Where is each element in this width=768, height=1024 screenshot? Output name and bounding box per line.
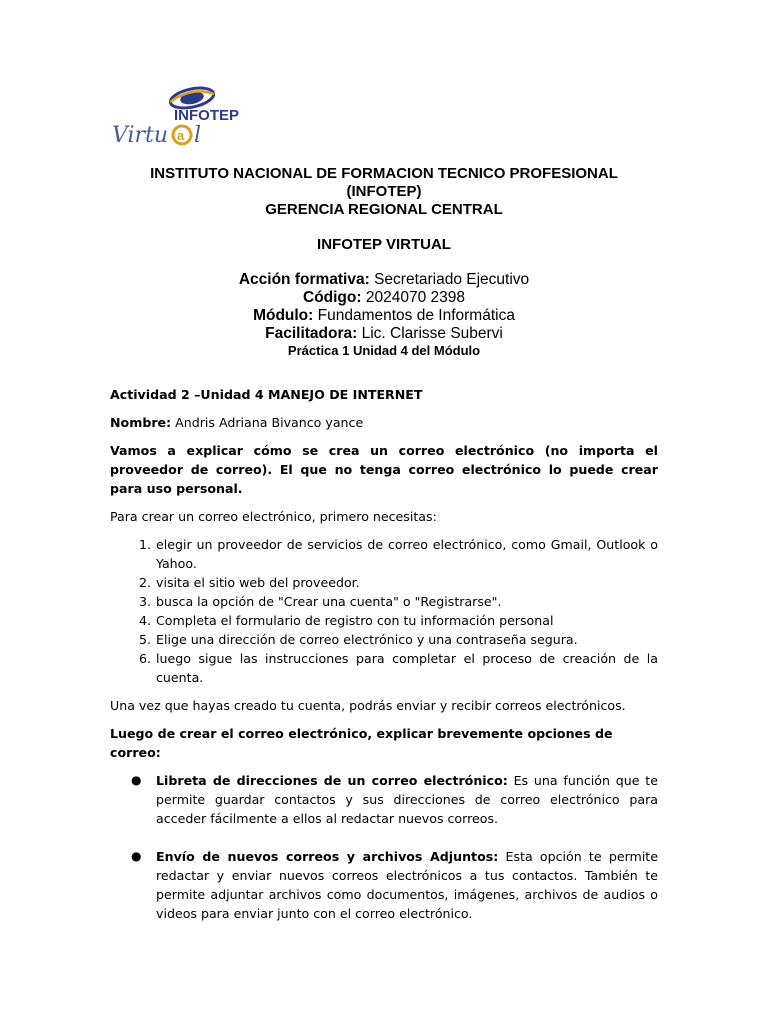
list-item: ● Libreta de direcciones de un correo electrónico: Es una función que te permite guardar contactos y sus direcciones de correo electrónico para acceder fácilmente a ellos al redactar nuevos correos. <box>131 773 658 826</box>
regional-office: GERENCIA REGIONAL CENTRAL <box>265 201 503 218</box>
student-name: Nombre: Andris Adriana Bivanco yance <box>110 415 364 430</box>
list-item: 5. Elige una dirección de correo electrónico y una contraseña segura. <box>155 630 658 649</box>
list-item: 1. elegir un proveedor de servicios de correo electrónico, como Gmail, Outlook o Yahoo. <box>155 535 658 573</box>
list-item: ● Envío de nuevos correos y archivos Adjuntos: Esta opción te permite redactar y enviar nuevos correos electrónicos a tus contactos. También te permite adjuntar archivos como documentos, imágenes, archivos de audios o videos para enviar junto con el correo electrónico. <box>131 849 658 921</box>
institution-acronym: (INFOTEP) <box>346 183 422 200</box>
facilitadora: Facilitadora: Lic. Clarisse Subervi <box>265 325 503 342</box>
options-heading: Luego de crear el correo electrónico, explicar brevemente opciones de correo: <box>110 726 613 760</box>
codigo: Código: 2024070 2398 <box>303 289 465 306</box>
accion-formativa: Acción formativa: Secretariado Ejecutivo <box>238 271 530 288</box>
steps-list <box>110 535 658 687</box>
svg-text:Virtu: Virtu <box>112 123 169 148</box>
options-list <box>110 771 658 923</box>
infotep-virtual-logo <box>108 82 240 150</box>
svg-text:INFOTEP: INFOTEP <box>174 107 240 124</box>
institution-name: INSTITUTO NACIONAL DE FORMACION TECNICO PROFESIONAL <box>150 165 618 182</box>
list-item: 4. Completa el formulario de registro con tu información personal <box>155 611 658 630</box>
document-body <box>110 385 658 942</box>
document-header <box>0 165 768 358</box>
svg-text:a: a <box>177 128 185 143</box>
list-item: 2. visita el sitio web del proveedor. <box>155 573 658 592</box>
steps-intro: Para crear un correo electrónico, primero necesitas: <box>110 509 437 524</box>
bullet-icon: ● <box>131 773 142 787</box>
assignment-prompt: Vamos a explicar cómo se crea un correo electrónico (no importa el proveedor de correo). El que no tenga correo electrónico lo puede crear para uso personal. <box>110 443 658 496</box>
after-creation-text: Una vez que hayas creado tu cuenta, podrás enviar y recibir correos electrónicos. <box>110 698 626 713</box>
modulo: Módulo: Fundamentos de Informática <box>253 307 515 324</box>
list-item: 6. luego sigue las instrucciones para completar el proceso de creación de la cuenta. <box>155 649 658 687</box>
activity-title: Actividad 2 –Unidad 4 MANEJO DE INTERNET <box>110 387 423 402</box>
program-title: INFOTEP VIRTUAL <box>317 236 451 253</box>
practica-label: Práctica 1 Unidad 4 del Módulo <box>287 343 481 358</box>
svg-text:l: l <box>194 123 202 148</box>
list-item: 3. busca la opción de "Crear una cuenta" o "Registrarse". <box>155 592 658 611</box>
bullet-icon: ● <box>131 849 142 863</box>
